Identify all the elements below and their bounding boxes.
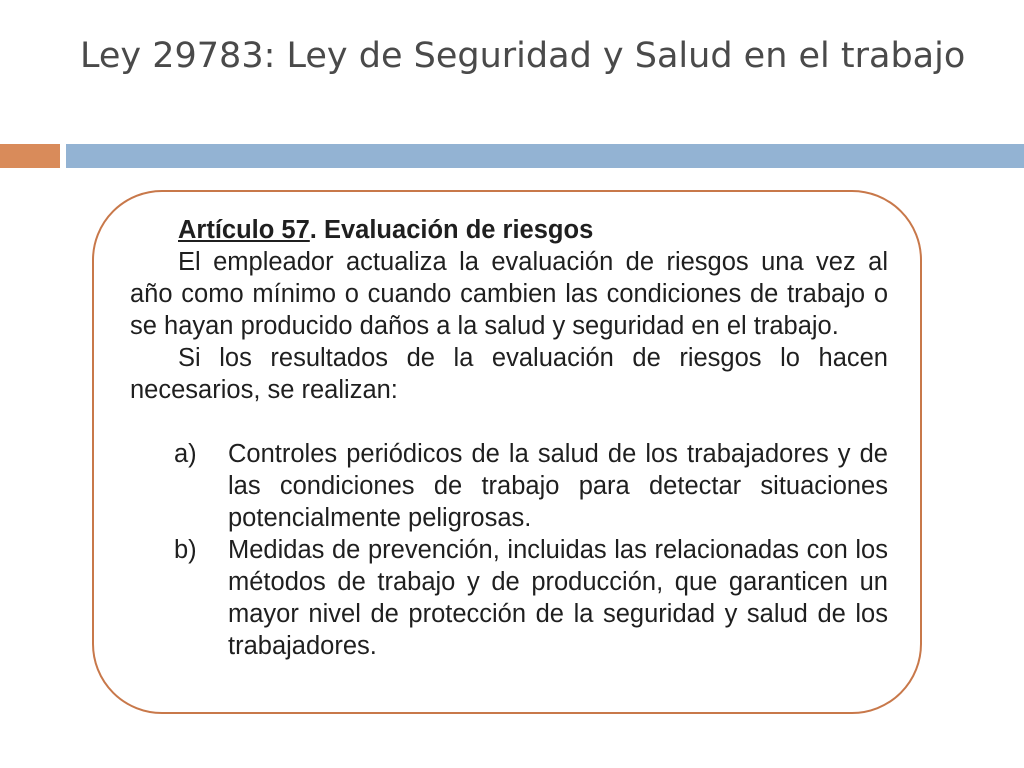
article-number: Artículo 57	[178, 216, 310, 244]
list-item-a	[130, 438, 888, 534]
slide-title: Ley 29783: Ley de Seguridad y Salud en el trabajo	[80, 36, 966, 76]
article-paragraph-2: Si los resultados de la evaluación de riesgos lo hacen necesarios, se realizan:	[130, 344, 888, 404]
list-marker: b)	[174, 536, 197, 564]
article-paragraph-1: El empleador actualiza la evaluación de riesgos una vez al año como mínimo o cuando cambien las condiciones de trabajo o se hayan producido daños a la salud y seguridad en el trabajo.	[130, 248, 888, 340]
article-heading	[130, 214, 888, 246]
list-marker: a)	[174, 440, 197, 468]
article-heading-separator: .	[309, 216, 317, 244]
list-item-text: Medidas de prevención, incluidas las relacionadas con los métodos de trabajo y de producción, que garanticen un mayor nivel de protección de la seguridad y salud de los trabajadores.	[228, 536, 888, 660]
paragraph-spacer	[130, 406, 888, 438]
article-body	[130, 214, 888, 662]
list-item-b	[130, 534, 888, 662]
article-heading-title: Evaluación de riesgos	[316, 216, 594, 244]
accent-bar-orange	[0, 144, 60, 168]
list-item-text: Controles periódicos de la salud de los trabajadores y de las condiciones de trabajo para detectar situaciones potencialmente peligrosas.	[228, 440, 888, 532]
accent-bar-blue	[66, 144, 1024, 168]
article-list	[130, 438, 888, 662]
